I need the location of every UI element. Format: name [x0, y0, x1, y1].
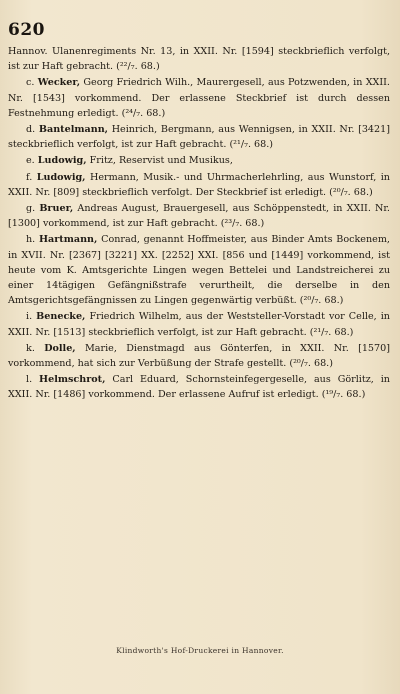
list-item	[8, 170, 390, 200]
list-item	[8, 44, 390, 74]
list-item	[8, 309, 390, 339]
list-item	[8, 201, 390, 231]
entry-prefix: e.	[26, 155, 35, 167]
entry-text: Andreas August, Brauergesell, aus Schöppenstedt, in XXII. Nr. [1300] vorkommend, ist zur Haft gebracht. (²³/₇. 68.)	[8, 203, 390, 230]
entry-text: Friedrich Wilhelm, aus der Weststeller-Vorstadt vor Celle, in XXII. Nr. [1513] steckbrieflich verfolgt, ist zur Haft gebracht. (²¹/₇. 68.)	[8, 311, 390, 338]
entry-text: Conrad, genannt Hoffmeister, aus Binder Amts Bockenem, in XVII. Nr. [2367] [3221] XX. [2252] XXI. [856 und [1449] vorkommend, ist heute vom K. Amtsgerichte Lingen wegen Bettelei und Landstreicherei zu einer 14tägigen Gefängnißstrafe verurtheilt, die derselbe in den Amtsgerichtsgefängnissen zu Lingen gegenwärtig verbüßt. (²⁰/₇. 68.)	[8, 234, 390, 307]
entry-prefix: k.	[26, 342, 35, 354]
entry-name: Hartmann,	[38, 234, 98, 246]
entry-name: Helmschrot,	[39, 374, 106, 386]
entry-name: Ludowig,	[37, 155, 87, 167]
entry-prefix: d.	[26, 124, 36, 136]
entry-prefix: l.	[26, 374, 33, 386]
entry-name: Dolle,	[44, 342, 76, 354]
document-body	[8, 44, 390, 404]
entry-prefix: g.	[26, 203, 36, 215]
entry-text: Carl Eduard, Schornsteinfegergeselle, aus Görlitz, in XXII. Nr. [1486] vorkommend. Der erlassene Aufruf ist erledigt. (¹⁹/₇. 68.)	[8, 374, 390, 401]
entry-prefix: h.	[26, 234, 36, 246]
entry-text: Marie, Dienstmagd aus Gönterfen, in XXII. Nr. [1570] vorkommend, hat sich zur Verbüßung der Strafe gestellt. (²⁰/₇. 68.)	[8, 342, 390, 370]
entry-name: Bantelmann,	[38, 124, 109, 136]
page-number: 620	[8, 20, 45, 40]
list-item	[8, 122, 390, 152]
list-item	[8, 232, 390, 308]
entry-name: Benecke,	[36, 311, 86, 323]
entry-name: Ludowig,	[36, 171, 86, 183]
list-item	[8, 372, 390, 402]
list-item	[8, 75, 390, 121]
entry-text: Heinrich, Bergmann, aus Wennigsen, in XXII. Nr. [3421] steckbrieflich verfolgt, ist zur Haft gebracht. (²¹/₇. 68.)	[8, 124, 390, 151]
entry-text: Fritz, Reservist und Musikus,	[89, 155, 233, 167]
entry-text: Georg Friedrich Wilh., Maurergesell, aus Potzwenden, in XXII. Nr. [1543] vorkommend. Der erlassene Steckbrief ist durch dessen Festnehmung erledigt. (²⁴/₇. 68.)	[8, 77, 390, 119]
entry-prefix: i.	[26, 311, 33, 323]
printer-imprint: Klindworth's Hof-Druckerei in Hannover.	[116, 646, 284, 655]
entry-text: Hannov. Ulanenregiments Nr. 13, in XXII. Nr. [1594] steckbrieflich verfolgt, ist zur Haft gebracht. (²²/₇. 68.)	[8, 46, 390, 73]
entry-name: Wecker,	[37, 77, 81, 89]
entry-name: Bruer,	[39, 203, 74, 215]
list-item	[8, 153, 390, 168]
entry-prefix: f.	[26, 171, 33, 183]
list-item	[8, 341, 390, 371]
entry-text: Hermann, Musik.- und Uhrmacherlehrling, aus Wunstorf, in XXII. Nr. [809] steckbrieflich verfolgt. Der Steckbrief ist erledigt. (²⁰/₇. 68.)	[8, 171, 390, 198]
entry-prefix: c.	[26, 77, 35, 89]
